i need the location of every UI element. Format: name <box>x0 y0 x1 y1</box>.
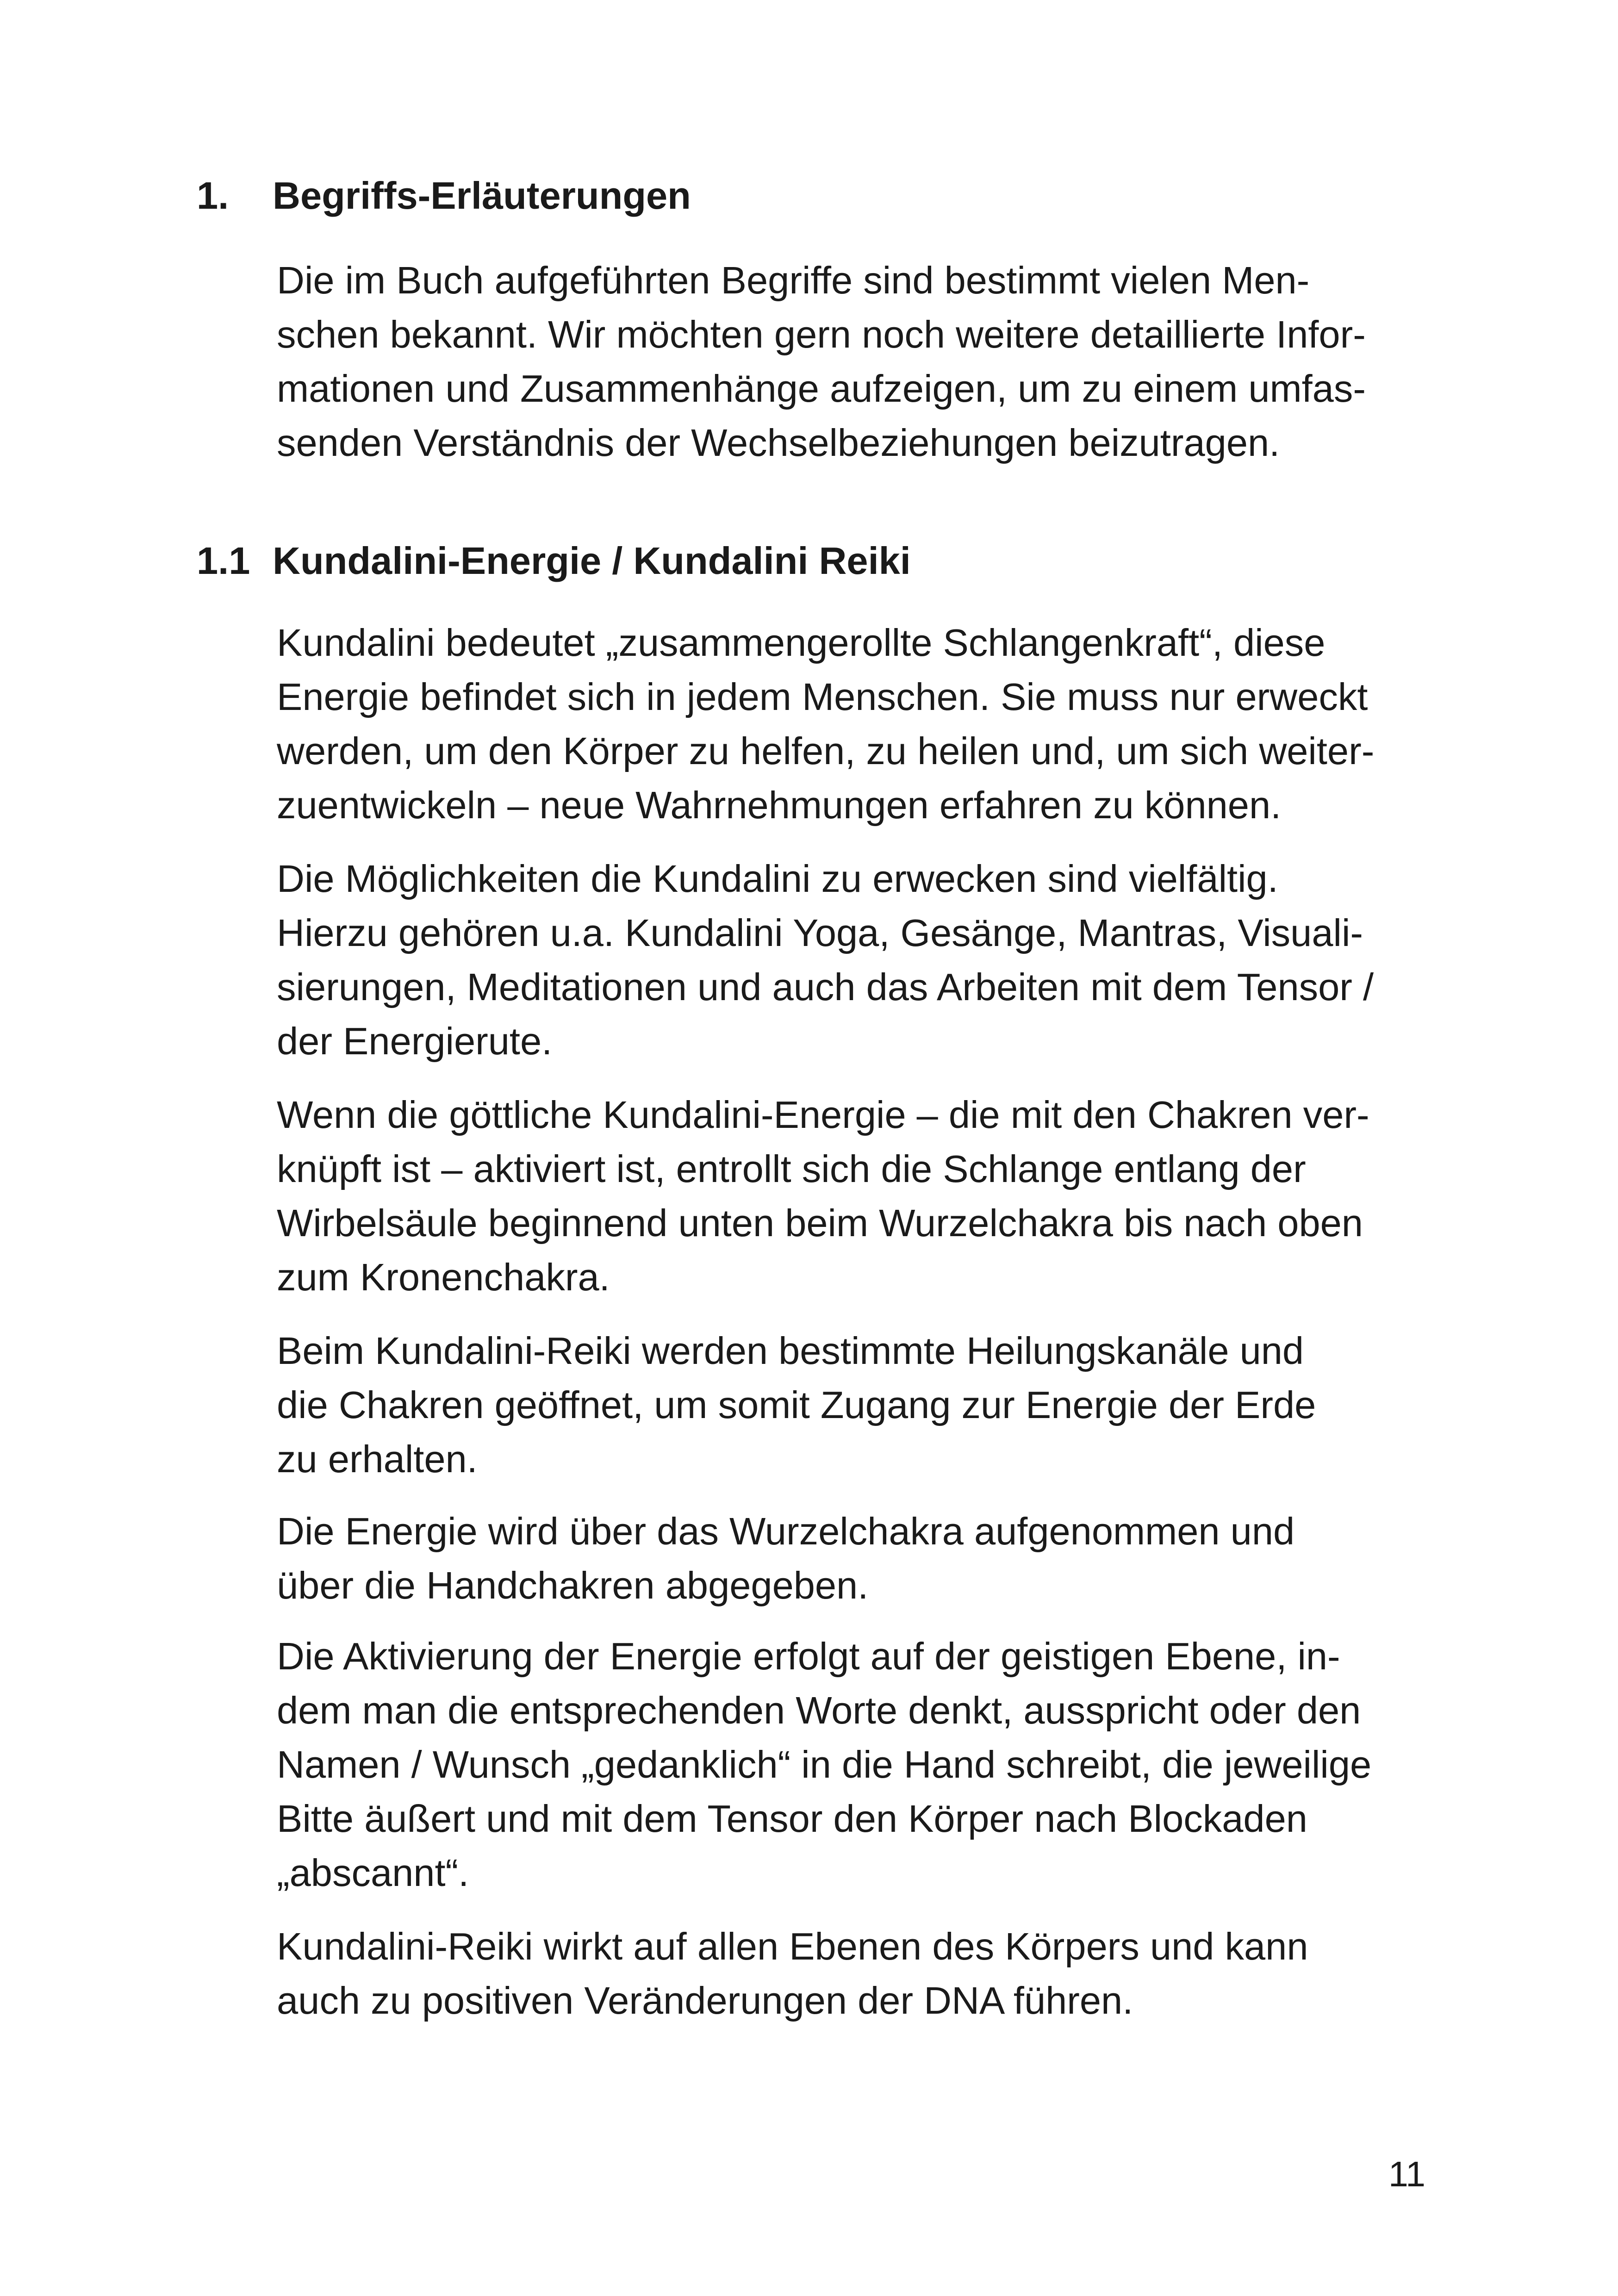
text-line: Wenn die göttliche Kundalini-Energie – die mit den Chakren ver- <box>277 1093 1369 1136</box>
text-line: Kundalini-Reiki wirkt auf allen Ebenen des Körpers und kann <box>277 1925 1308 1968</box>
text-line: zu erhalten. <box>277 1437 478 1481</box>
text-line: Die Aktivierung der Energie erfolgt auf der geistigen Ebene, in- <box>277 1635 1340 1678</box>
text-line: werden, um den Körper zu helfen, zu heilen und, um sich weiter- <box>277 729 1375 772</box>
text-line: mationen und Zusammenhänge aufzeigen, um zu einem umfas- <box>277 367 1366 410</box>
section-heading-1-1 <box>197 538 911 584</box>
section-number: 1.1 <box>197 539 250 582</box>
text-line: schen bekannt. Wir möchten gern noch weitere detaillierte Infor- <box>277 313 1366 356</box>
section-number: 1. <box>197 174 229 217</box>
paragraph-effects <box>277 1919 1452 2028</box>
page-number: 11 <box>1388 2154 1425 2194</box>
text-line: knüpft ist – aktiviert ist, entrollt sich die Schlange entlang der <box>277 1147 1306 1190</box>
text-line: Kundalini bedeutet „zusammengerollte Schlangenkraft“, diese <box>277 621 1326 664</box>
text-line: sierungen, Meditationen und auch das Arbeiten mit dem Tensor / <box>277 965 1374 1008</box>
text-line: der Energierute. <box>277 1020 553 1063</box>
text-line: Wirbelsäule beginnend unten beim Wurzelchakra bis nach oben <box>277 1201 1363 1244</box>
text-line: „abscannt“. <box>277 1851 469 1894</box>
text-line: Die Möglichkeiten die Kundalini zu erwecken sind vielfältig. <box>277 857 1278 900</box>
text-line: über die Handchakren abgegeben. <box>277 1564 869 1607</box>
text-line: Die Energie wird über das Wurzelchakra aufgenommen und <box>277 1510 1295 1553</box>
section-title: Begriffs-Erläuterungen <box>273 174 691 217</box>
paragraph-kundalini-meaning <box>277 616 1452 832</box>
text-line: auch zu positiven Veränderungen der DNA führen. <box>277 1979 1133 2022</box>
paragraph-healing-channels <box>277 1324 1452 1486</box>
intro-paragraph <box>277 253 1452 470</box>
paragraph-activation-serpent <box>277 1088 1452 1304</box>
text-line: Bitte äußert und mit dem Tensor den Körper nach Blockaden <box>277 1797 1307 1840</box>
text-line: Beim Kundalini-Reiki werden bestimmte Heilungskanäle und <box>277 1329 1304 1372</box>
section-title: Kundalini-Energie / Kundalini Reiki <box>273 539 911 582</box>
text-line: Hierzu gehören u.a. Kundalini Yoga, Gesänge, Mantras, Visuali- <box>277 911 1363 954</box>
text-line: Energie befindet sich in jedem Menschen. Sie muss nur erweckt <box>277 675 1368 718</box>
text-line: die Chakren geöffnet, um somit Zugang zur Energie der Erde <box>277 1383 1316 1426</box>
section-heading-1 <box>197 173 691 219</box>
text-line: Namen / Wunsch „gedanklich“ in die Hand schreibt, die jeweilige <box>277 1743 1372 1786</box>
paragraph-energy-flow <box>277 1504 1452 1612</box>
text-line: zum Kronenchakra. <box>277 1256 610 1299</box>
text-line: senden Verständnis der Wechselbeziehungen beizutragen. <box>277 421 1280 464</box>
text-line: dem man die entsprechenden Worte denkt, ausspricht oder den <box>277 1689 1361 1732</box>
paragraph-possibilities <box>277 852 1452 1068</box>
paragraph-activation-method <box>277 1629 1452 1900</box>
text-line: zuentwickeln – neue Wahrnehmungen erfahren zu können. <box>277 784 1282 827</box>
text-line: Die im Buch aufgeführten Begriffe sind bestimmt vielen Men- <box>277 259 1310 302</box>
